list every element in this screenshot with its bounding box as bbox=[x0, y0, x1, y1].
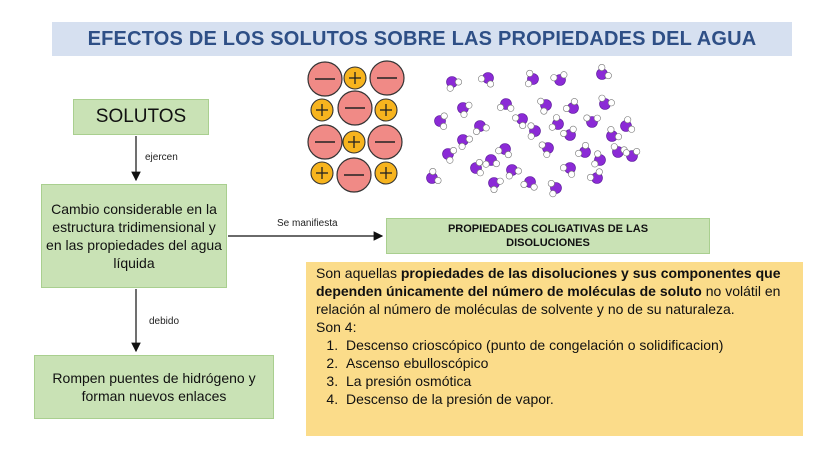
water-molecule-icon bbox=[597, 64, 612, 79]
list-item: 3. La presión osmótica bbox=[342, 372, 795, 390]
water-molecule-icon bbox=[551, 72, 567, 86]
label-manifiesta: Se manifiesta bbox=[277, 218, 338, 229]
water-molecule-icon bbox=[539, 142, 554, 158]
list-item: 2. Ascenso ebulloscópico bbox=[342, 354, 795, 372]
water-molecule-icon bbox=[512, 114, 527, 129]
water-molecule-icon bbox=[483, 155, 500, 168]
water-molecule-icon bbox=[623, 148, 640, 161]
water-molecule-icon bbox=[599, 95, 615, 110]
water-molecule-icon bbox=[549, 115, 563, 131]
water-molecule-icon bbox=[458, 102, 473, 118]
water-molecule-icon bbox=[506, 165, 522, 180]
label-debido: debido bbox=[149, 316, 180, 327]
water-molecule-icon bbox=[563, 98, 578, 113]
list-item: 4. Descenso de la presión de vapor. bbox=[342, 390, 795, 408]
label-ejercen: ejercen bbox=[145, 152, 178, 163]
water-molecule-icon bbox=[607, 126, 622, 141]
water-molecule-icon bbox=[528, 123, 541, 140]
list-item: 1. Descenso crioscópico (punto de congelación o solidificacion) bbox=[342, 336, 795, 354]
node-rompen-label: Rompen puentes de hidrógeno y forman nuevos enlaces bbox=[52, 370, 256, 404]
water-molecule-icon bbox=[561, 126, 577, 140]
water-molecule-icon bbox=[587, 169, 602, 184]
water-molecule-icon bbox=[521, 177, 538, 191]
page-title: EFECTOS DE LOS SOLUTOS SOBRE LAS PROPIEDADES DEL AGUA bbox=[87, 27, 757, 50]
water-molecule-icon bbox=[560, 163, 575, 178]
water-molecule-icon bbox=[496, 144, 512, 158]
water-molecule-icon bbox=[478, 73, 493, 88]
water-molecule-icon bbox=[447, 77, 462, 92]
water-molecule-icon bbox=[592, 151, 606, 167]
intro-bold: propiedades de las disoluciones y sus componentes que dependen únicamente del número de moléculas de soluto bbox=[316, 265, 781, 299]
water-molecule-icon bbox=[489, 178, 504, 193]
water-molecule-icon bbox=[548, 180, 561, 197]
water-molecule-icon bbox=[497, 99, 514, 112]
water-molecule-icon bbox=[584, 115, 601, 128]
node-solutos-label: SOLUTOS bbox=[95, 106, 187, 127]
water-molecule-icon bbox=[435, 113, 448, 130]
intro-plain: Son aquellas bbox=[316, 265, 401, 281]
water-molecule-icon bbox=[427, 168, 442, 183]
water-molecule-icon bbox=[443, 147, 457, 163]
water-molecule-icon bbox=[471, 159, 484, 176]
water-molecule-icon bbox=[525, 70, 538, 87]
water-molecule-icon bbox=[621, 117, 635, 133]
node-cambio-label: Cambio considerable en la estructura tridimensional y en las propiedades del agua líquida bbox=[46, 201, 222, 271]
node-propiedades-label: PROPIEDADES COLIGATIVAS DE LAS DISOLUCIONES bbox=[447, 223, 649, 249]
water-molecule-icon bbox=[473, 121, 489, 135]
description-count: Son 4: bbox=[316, 319, 357, 335]
intro-rest: no volátil en relación al número de moléculas de solvente y no de su naturaleza. bbox=[316, 283, 781, 317]
water-molecule-icon bbox=[575, 142, 590, 157]
water-molecule-icon bbox=[538, 98, 552, 114]
water-molecule-icon bbox=[458, 135, 473, 150]
